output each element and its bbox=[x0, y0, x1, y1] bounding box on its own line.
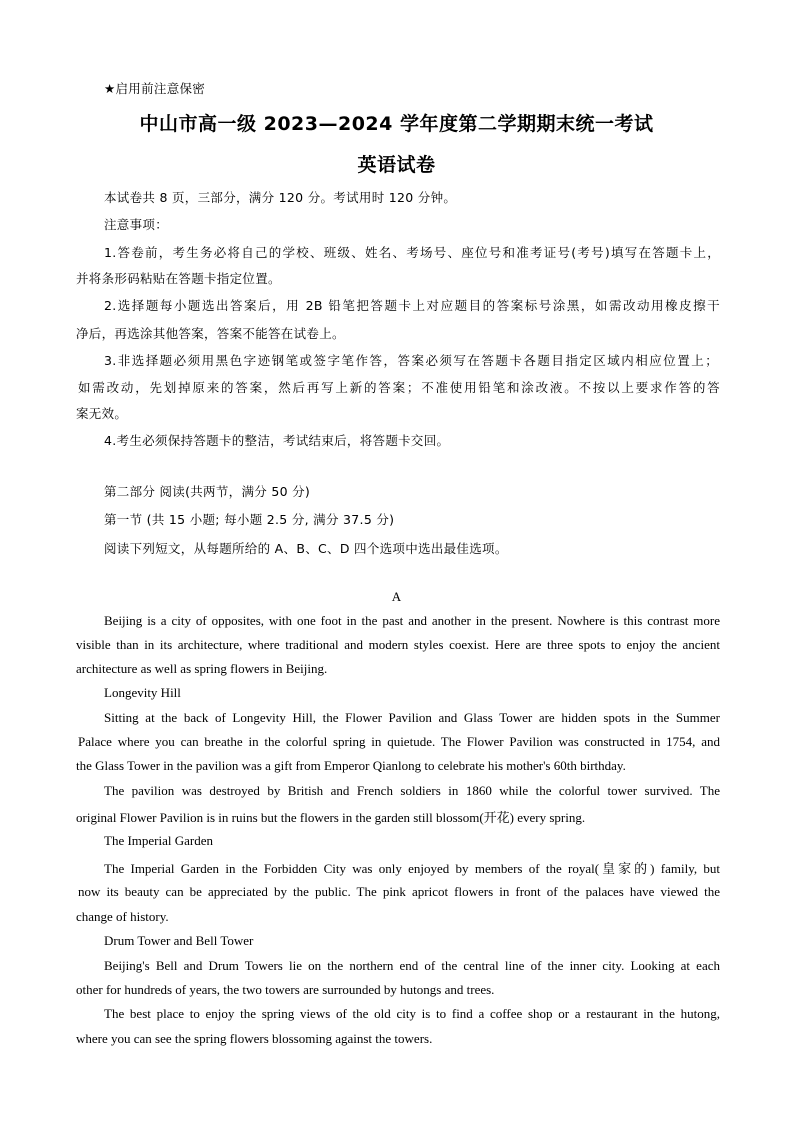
passage-p2-line-1: Sitting at the back of Longevity Hill, the Flower Pavilion and Glass Tower are hidden spots in the Summer bbox=[104, 710, 720, 725]
passage-p2-line-2: Palace where you can breathe in the colorful spring in quietude. The Flower Pavilion was constructed in 1754, and bbox=[78, 734, 720, 749]
section-heading-imperial-garden: The Imperial Garden bbox=[104, 833, 214, 848]
section-heading-drum-bell-tower: Drum Tower and Bell Tower bbox=[104, 933, 254, 948]
note-4: 4.考生必须保持答题卡的整洁，考试结束后，将答题卡交回。 bbox=[104, 433, 450, 448]
notes-label: 注意事项： bbox=[104, 217, 169, 232]
note-2-line-1: 2.选择题每小题选出答案后，用 2B 铅笔把答题卡上对应题目的答案标号涂黑，如需改动用橡皮擦干 bbox=[104, 298, 720, 313]
passage-p4-line-2: now its beauty can be appreciated by the public. The pink apricot flowers in front of the palaces have viewed the bbox=[78, 884, 720, 899]
part-heading: 第二部分 阅读(共两节，满分 50 分) bbox=[104, 484, 311, 499]
passage-p1-line-2: visible than in its architecture, where traditional and modern styles coexist. Here are three spots to enjoy the ancient bbox=[76, 637, 720, 652]
note-3-line-2: 如需改动，先划掉原来的答案，然后再写上新的答案；不准使用铅笔和涂改液。不按以上要求作答的答 bbox=[78, 380, 720, 395]
note-1-line-2: 并将条形码粘贴在答题卡指定位置。 bbox=[76, 271, 281, 286]
note-1-line-1: 1.答卷前，考生务必将自己的学校、班级、姓名、考场号、座位号和准考证号(考号)填写在答题卡上， bbox=[104, 245, 720, 260]
passage-p5-line-2: other for hundreds of years, the two towers are surrounded by hutongs and trees. bbox=[76, 982, 495, 997]
passage-p4-line-1: The Imperial Garden in the Forbidden City was only enjoyed by members of the royal(皇家的) family, but bbox=[104, 861, 720, 876]
confidential-note: ★启用前注意保密 bbox=[104, 81, 206, 96]
passage-p5-line-1: Beijing's Bell and Drum Towers lie on the northern end of the central line of the inner city. Looking at each bbox=[104, 958, 720, 973]
passage-p1-line-1: Beijing is a city of opposites, with one foot in the past and another in the present. Nowhere is this contrast more bbox=[104, 613, 720, 628]
exam-summary: 本试卷共 8 页，三部分，满分 120 分。考试用时 120 分钟。 bbox=[104, 190, 457, 205]
reading-instruction: 阅读下列短文，从每题所给的 A、B、C、D 四个选项中选出最佳选项。 bbox=[104, 541, 508, 556]
passage-p6-line-2: where you can see the spring flowers blossoming against the towers. bbox=[76, 1031, 433, 1046]
passage-label: A bbox=[391, 589, 402, 604]
passage-p1-line-3: architecture as well as spring flowers in Beijing. bbox=[76, 661, 328, 676]
passage-p6-line-1: The best place to enjoy the spring views of the old city is to find a coffee shop or a restaurant in the hutong, bbox=[104, 1006, 720, 1021]
note-3-line-3: 案无效。 bbox=[76, 406, 128, 421]
exam-subtitle: 英语试卷 bbox=[357, 154, 436, 176]
section-heading-longevity-hill: Longevity Hill bbox=[104, 685, 181, 700]
passage-p3-line-2: original Flower Pavilion is in ruins but the flowers in the garden still blossom(开花) every spring. bbox=[76, 810, 586, 825]
passage-p2-line-3: the Glass Tower in the pavilion was a gift from Emperor Qianlong to celebrate his mother's 60th birthday. bbox=[76, 758, 626, 773]
note-3-line-1: 3.非选择题必须用黑色字迹钢笔或签字笔作答，答案必须写在答题卡各题目指定区域内相应位置上； bbox=[104, 353, 718, 368]
passage-p3-line-1: The pavilion was destroyed by British and French soldiers in 1860 while the colorful tower survived. The bbox=[104, 783, 720, 798]
passage-p4-line-3: change of history. bbox=[76, 909, 169, 924]
exam-title: 中山市高一级 2023—2024 学年度第二学期期末统一考试 bbox=[139, 113, 654, 135]
subpart-heading: 第一节 (共 15 小题; 每小题 2.5 分, 满分 37.5 分) bbox=[104, 512, 395, 527]
note-2-line-2: 净后，再选涂其他答案，答案不能答在试卷上。 bbox=[76, 326, 345, 341]
